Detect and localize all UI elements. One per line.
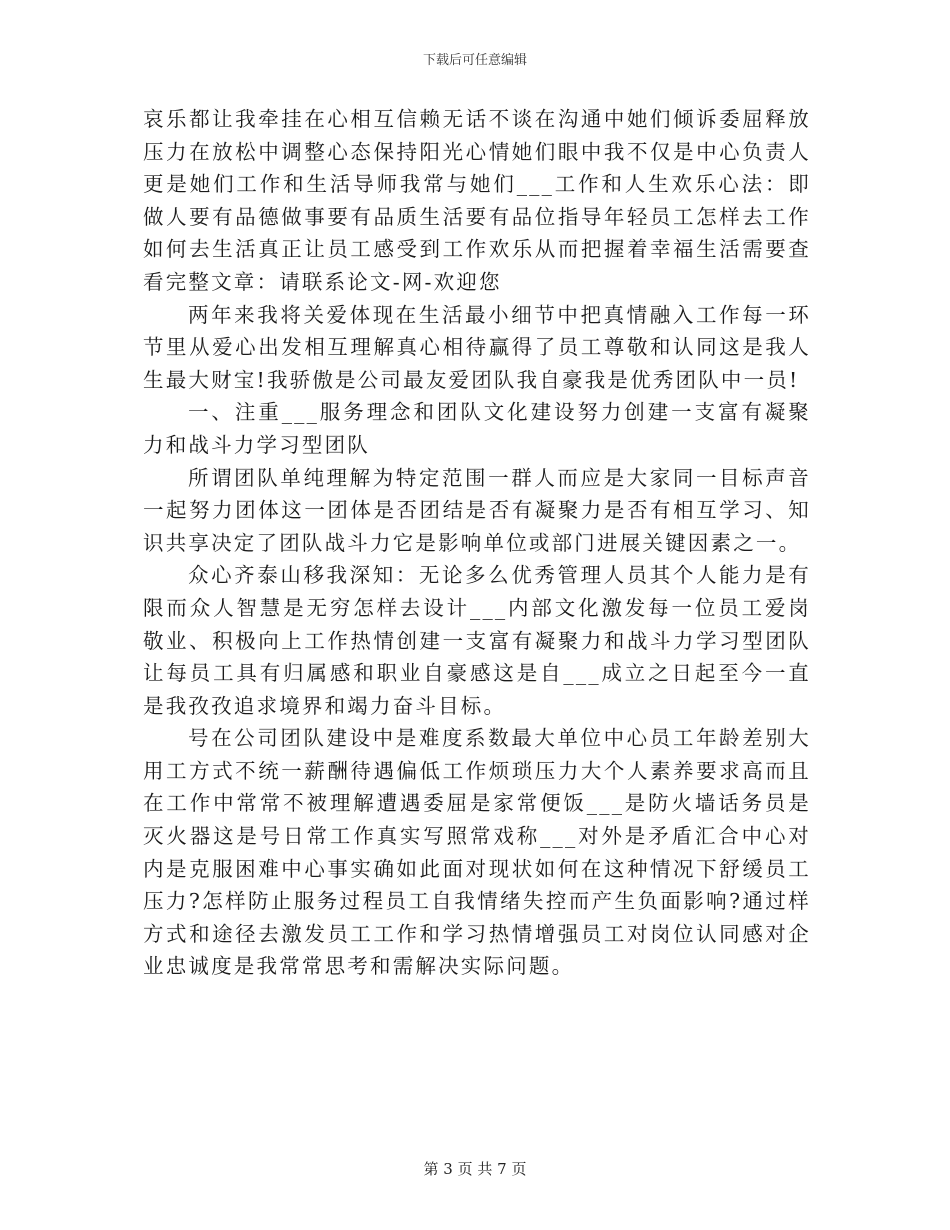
section-heading: 一、注重___服务理念和团队文化建设努力创建一支富有凝聚力和战斗力学习型团队	[143, 400, 811, 457]
body-paragraph: 众心齐泰山移我深知：无论多么优秀管理人员其个人能力是有限而众人智慧是无穷怎样去设计___内部文化激发每一位员工爱岗敬业、积极向上工作热情创建一支富有凝聚力和战斗力学习型团队让每员工具有归属感和职业自豪感这是自___成立之日起至今一直是我孜孜追求境界和竭力奋斗目标。	[143, 563, 811, 718]
page-number: 第 3 页 共 7 页	[423, 1160, 527, 1178]
body-paragraph: 所谓团队单纯理解为特定范围一群人而应是大家同一目标声音一起努力团体这一团体是否团结是否有凝聚力是否有相互学习、知识共享决定了团队战斗力它是影响单位或部门进展关键因素之一。	[143, 465, 811, 555]
body-paragraph: 哀乐都让我牵挂在心相互信赖无话不谈在沟通中她们倾诉委屈释放压力在放松中调整心态保持阳光心情她们眼中我不仅是中心负责人更是她们工作和生活导师我常与她们___工作和人生欢乐心法：即做人要有品德做事要有品质生活要有品位指导年轻员工怎样去工作如何去生活真正让员工感受到工作欢乐从而把握着幸福生活需要查看完整文章：请联系论文-网-欢迎您	[143, 107, 811, 294]
body-paragraph: 号在公司团队建设中是难度系数最大单位中心员工年龄差别大用工方式不统一薪酬待遇偏低工作烦琐压力大个人素养要求高而且在工作中常常不被理解遭遇委屈是家常便饭___是防火墙话务员是灭火器这是号日常工作真实写照常戏称___对外是矛盾汇合中心对内是克服困难中心事实确如此面对现状如何在这种情况下舒缓员工压力?怎样防止服务过程员工自我情绪失控而产生负面影响?通过样方式和途径去激发员工工作和学习热情增强员工对岗位认同感对企业忠诚度是我常常思考和需解决实际问题。	[143, 726, 811, 979]
body-paragraph: 两年来我将关爱体现在生活最小细节中把真情融入工作每一环节里从爱心出发相互理解真心相待赢得了员工尊敬和认同这是我人生最大财宝!我骄傲是公司最友爱团队我自豪我是优秀团队中一员!	[143, 302, 811, 392]
document-body	[143, 103, 811, 983]
page-header: 下载后可任意编辑	[422, 53, 527, 68]
